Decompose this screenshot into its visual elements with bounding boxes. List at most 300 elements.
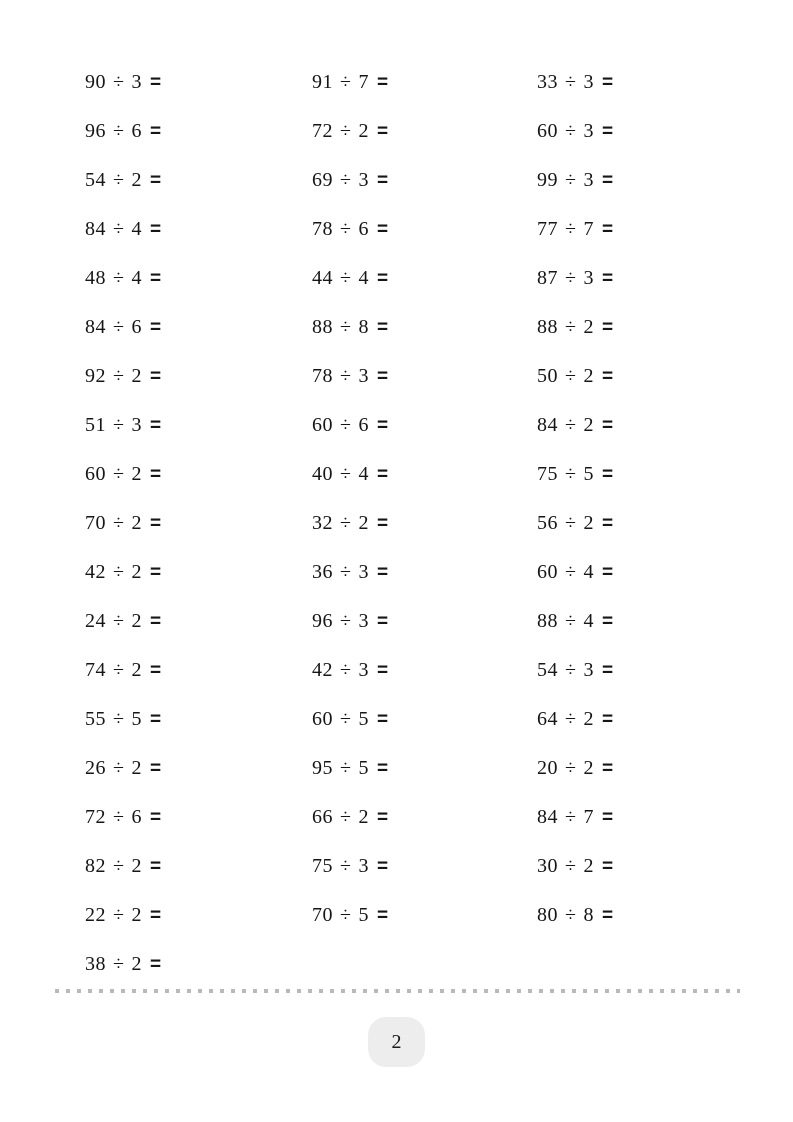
division-problem [312,58,537,107]
dividend: 60 [312,414,333,436]
problem-expression [537,169,614,192]
division-sign: ÷ [113,757,125,779]
division-problem [537,646,757,695]
dividend: 78 [312,218,333,240]
division-sign: ÷ [113,610,125,632]
divisor: 6 [358,414,369,436]
divisor: 4 [131,218,142,240]
division-sign: ÷ [565,463,577,485]
divisor: 2 [583,708,594,730]
problem-expression [537,365,614,388]
problem-expression [85,561,162,584]
division-problem [312,107,537,156]
problem-expression [312,267,389,290]
division-problem [537,401,757,450]
division-problem [537,793,757,842]
divisor: 3 [131,414,142,436]
divisor: 3 [583,120,594,142]
division-sign: ÷ [340,610,352,632]
division-problem [85,107,312,156]
problem-expression [537,659,614,682]
dividend: 69 [312,169,333,191]
problem-expression [85,316,162,339]
division-sign: ÷ [565,316,577,338]
division-sign: ÷ [113,806,125,828]
problem-expression [312,71,389,94]
division-sign: ÷ [340,120,352,142]
division-problem [312,205,537,254]
equals-sign: = [149,611,162,632]
dividend: 95 [312,757,333,779]
problem-expression [312,659,389,682]
problem-expression [85,953,162,976]
divisor: 2 [131,855,142,877]
division-problem [85,891,312,940]
equals-sign: = [376,709,389,730]
dividend: 88 [312,316,333,338]
equals-sign: = [149,366,162,387]
dividend: 92 [85,365,106,387]
dividend: 20 [537,757,558,779]
dividend: 48 [85,267,106,289]
problem-expression [537,267,614,290]
division-problem [537,450,757,499]
division-problem [312,695,537,744]
division-problem [312,891,537,940]
divisor: 2 [131,365,142,387]
divisor: 2 [358,806,369,828]
equals-sign: = [376,219,389,240]
division-problem [85,156,312,205]
division-sign: ÷ [565,71,577,93]
dividend: 96 [85,120,106,142]
division-problem [537,58,757,107]
equals-sign: = [376,660,389,681]
dotted-divider [55,989,740,993]
dividend: 24 [85,610,106,632]
problem-expression [537,463,614,486]
dividend: 60 [312,708,333,730]
divisor: 2 [583,365,594,387]
equals-sign: = [149,562,162,583]
division-sign: ÷ [340,365,352,387]
divisor: 3 [358,610,369,632]
division-problem [85,597,312,646]
division-sign: ÷ [565,659,577,681]
problem-expression [537,512,614,535]
division-problem [85,352,312,401]
division-problem [537,842,757,891]
equals-sign: = [376,415,389,436]
equals-sign: = [149,709,162,730]
division-sign: ÷ [340,855,352,877]
problem-expression [537,71,614,94]
division-problem [537,303,757,352]
problem-expression [85,218,162,241]
divisor: 7 [583,806,594,828]
division-sign: ÷ [340,414,352,436]
dividend: 70 [85,512,106,534]
equals-sign: = [376,366,389,387]
division-problem [537,744,757,793]
equals-sign: = [601,121,614,142]
divisor: 5 [583,463,594,485]
equals-sign: = [601,905,614,926]
divisor: 2 [583,414,594,436]
equals-sign: = [601,562,614,583]
divisor: 2 [131,561,142,583]
division-sign: ÷ [113,708,125,730]
equals-sign: = [601,758,614,779]
dividend: 72 [312,120,333,142]
division-sign: ÷ [565,855,577,877]
dividend: 42 [85,561,106,583]
division-sign: ÷ [565,806,577,828]
division-problem [85,646,312,695]
problem-column-2 [312,58,537,940]
division-sign: ÷ [113,414,125,436]
equals-sign: = [601,219,614,240]
division-sign: ÷ [113,218,125,240]
equals-sign: = [601,268,614,289]
divisor: 5 [358,708,369,730]
division-sign: ÷ [113,71,125,93]
problem-expression [85,365,162,388]
dividend: 40 [312,463,333,485]
divisor: 2 [131,169,142,191]
division-problem [312,842,537,891]
division-sign: ÷ [113,659,125,681]
equals-sign: = [376,611,389,632]
divisor: 5 [358,757,369,779]
dividend: 56 [537,512,558,534]
dividend: 84 [85,218,106,240]
dividend: 42 [312,659,333,681]
divisor: 4 [358,267,369,289]
problem-expression [537,610,614,633]
divisor: 3 [358,855,369,877]
equals-sign: = [376,562,389,583]
division-problem [537,548,757,597]
equals-sign: = [149,219,162,240]
equals-sign: = [601,366,614,387]
equals-sign: = [601,660,614,681]
division-sign: ÷ [340,659,352,681]
problem-expression [537,904,614,927]
equals-sign: = [149,660,162,681]
equals-sign: = [376,268,389,289]
problem-expression [537,120,614,143]
equals-sign: = [149,121,162,142]
dividend: 32 [312,512,333,534]
divisor: 2 [358,512,369,534]
divisor: 2 [583,855,594,877]
problem-expression [312,365,389,388]
division-sign: ÷ [113,953,125,975]
dividend: 99 [537,169,558,191]
divisor: 7 [358,71,369,93]
problem-expression [85,414,162,437]
division-sign: ÷ [113,169,125,191]
division-sign: ÷ [113,561,125,583]
equals-sign: = [149,513,162,534]
divisor: 2 [131,904,142,926]
division-sign: ÷ [340,708,352,730]
equals-sign: = [149,317,162,338]
division-sign: ÷ [340,71,352,93]
problem-expression [312,610,389,633]
division-problem [85,254,312,303]
dividend: 77 [537,218,558,240]
equals-sign: = [149,905,162,926]
problem-expression [85,71,162,94]
divisor: 3 [358,169,369,191]
division-problem [537,695,757,744]
division-problem [537,597,757,646]
divisor: 3 [583,71,594,93]
division-problem [85,793,312,842]
problem-expression [537,757,614,780]
dividend: 91 [312,71,333,93]
dividend: 54 [85,169,106,191]
problem-expression [537,561,614,584]
divisor: 3 [583,659,594,681]
divisor: 7 [583,218,594,240]
dividend: 82 [85,855,106,877]
equals-sign: = [149,954,162,975]
dividend: 36 [312,561,333,583]
divisor: 3 [358,659,369,681]
division-problem [312,548,537,597]
divisor: 4 [583,610,594,632]
problem-expression [537,414,614,437]
division-sign: ÷ [340,806,352,828]
problem-expression [85,610,162,633]
dividend: 88 [537,316,558,338]
division-problem [537,205,757,254]
division-problem [312,793,537,842]
divisor: 4 [583,561,594,583]
division-problem [85,695,312,744]
division-problem [85,499,312,548]
dividend: 38 [85,953,106,975]
equals-sign: = [376,72,389,93]
divisor: 2 [358,120,369,142]
division-problem [85,205,312,254]
equals-sign: = [376,317,389,338]
dividend: 55 [85,708,106,730]
division-sign: ÷ [340,512,352,534]
equals-sign: = [376,807,389,828]
divisor: 6 [131,316,142,338]
dividend: 54 [537,659,558,681]
division-sign: ÷ [113,463,125,485]
division-sign: ÷ [565,561,577,583]
dividend: 33 [537,71,558,93]
problem-expression [85,267,162,290]
dividend: 74 [85,659,106,681]
problem-expression [312,169,389,192]
divisor: 5 [131,708,142,730]
dividend: 64 [537,708,558,730]
division-problem [312,156,537,205]
division-problem [312,450,537,499]
dividend: 51 [85,414,106,436]
dividend: 60 [537,561,558,583]
division-sign: ÷ [340,169,352,191]
dividend: 72 [85,806,106,828]
divisor: 2 [583,512,594,534]
divisor: 2 [131,610,142,632]
dividend: 84 [537,806,558,828]
dividend: 66 [312,806,333,828]
divisor: 6 [358,218,369,240]
problem-expression [312,757,389,780]
equals-sign: = [376,121,389,142]
dividend: 80 [537,904,558,926]
dividend: 75 [537,463,558,485]
dividend: 88 [537,610,558,632]
division-sign: ÷ [113,267,125,289]
divisor: 2 [131,953,142,975]
division-sign: ÷ [113,904,125,926]
division-sign: ÷ [565,365,577,387]
problem-expression [85,806,162,829]
divisor: 8 [358,316,369,338]
dividend: 60 [85,463,106,485]
division-sign: ÷ [565,757,577,779]
equals-sign: = [601,72,614,93]
division-sign: ÷ [565,610,577,632]
problem-expression [537,316,614,339]
equals-sign: = [376,513,389,534]
equals-sign: = [601,807,614,828]
problem-expression [85,659,162,682]
problem-column-3 [537,58,757,940]
divisor: 3 [131,71,142,93]
dividend: 44 [312,267,333,289]
divisor: 6 [131,120,142,142]
division-sign: ÷ [340,463,352,485]
dividend: 70 [312,904,333,926]
problem-expression [85,512,162,535]
equals-sign: = [601,709,614,730]
division-sign: ÷ [113,512,125,534]
problem-expression [85,855,162,878]
division-problem [537,352,757,401]
division-sign: ÷ [565,169,577,191]
page-number: 2 [391,1030,402,1053]
division-sign: ÷ [565,218,577,240]
problem-expression [312,218,389,241]
division-sign: ÷ [565,267,577,289]
problem-expression [85,120,162,143]
division-problem [85,303,312,352]
dividend: 26 [85,757,106,779]
problem-expression [537,806,614,829]
divisor: 2 [131,512,142,534]
division-problem [537,499,757,548]
problem-expression [312,414,389,437]
equals-sign: = [601,415,614,436]
problem-expression [85,708,162,731]
equals-sign: = [376,856,389,877]
equals-sign: = [149,415,162,436]
problem-expression [85,463,162,486]
division-problem [85,744,312,793]
equals-sign: = [149,464,162,485]
dividend: 90 [85,71,106,93]
problem-expression [312,512,389,535]
division-problem [85,842,312,891]
dividend: 84 [85,316,106,338]
equals-sign: = [601,611,614,632]
divisor: 3 [358,365,369,387]
division-problem [85,940,312,989]
equals-sign: = [149,268,162,289]
equals-sign: = [376,905,389,926]
divisor: 3 [583,267,594,289]
division-problem [85,58,312,107]
division-problem [312,401,537,450]
divisor: 2 [583,757,594,779]
problem-expression [312,120,389,143]
division-sign: ÷ [340,218,352,240]
page-number-badge [368,1017,425,1067]
division-sign: ÷ [113,316,125,338]
division-sign: ÷ [565,120,577,142]
division-sign: ÷ [565,512,577,534]
equals-sign: = [601,856,614,877]
divisor: 5 [358,904,369,926]
equals-sign: = [601,513,614,534]
dividend: 50 [537,365,558,387]
dividend: 78 [312,365,333,387]
divisor: 2 [583,316,594,338]
divisor: 2 [131,757,142,779]
problem-expression [85,169,162,192]
division-problem [537,107,757,156]
division-problem [312,597,537,646]
equals-sign: = [149,807,162,828]
division-problem [312,254,537,303]
division-sign: ÷ [565,904,577,926]
dividend: 75 [312,855,333,877]
problem-expression [312,806,389,829]
divisor: 3 [358,561,369,583]
division-sign: ÷ [340,757,352,779]
equals-sign: = [601,464,614,485]
division-problem [537,254,757,303]
division-sign: ÷ [113,855,125,877]
problem-expression [312,561,389,584]
division-problem [537,891,757,940]
problem-expression [537,218,614,241]
division-problem [85,450,312,499]
dividend: 22 [85,904,106,926]
equals-sign: = [376,758,389,779]
division-sign: ÷ [340,267,352,289]
division-problem [312,499,537,548]
divisor: 6 [131,806,142,828]
equals-sign: = [601,170,614,191]
division-sign: ÷ [340,316,352,338]
problem-column-1 [85,58,312,989]
divisor: 2 [131,659,142,681]
division-problem [537,156,757,205]
divisor: 4 [358,463,369,485]
problem-expression [312,316,389,339]
